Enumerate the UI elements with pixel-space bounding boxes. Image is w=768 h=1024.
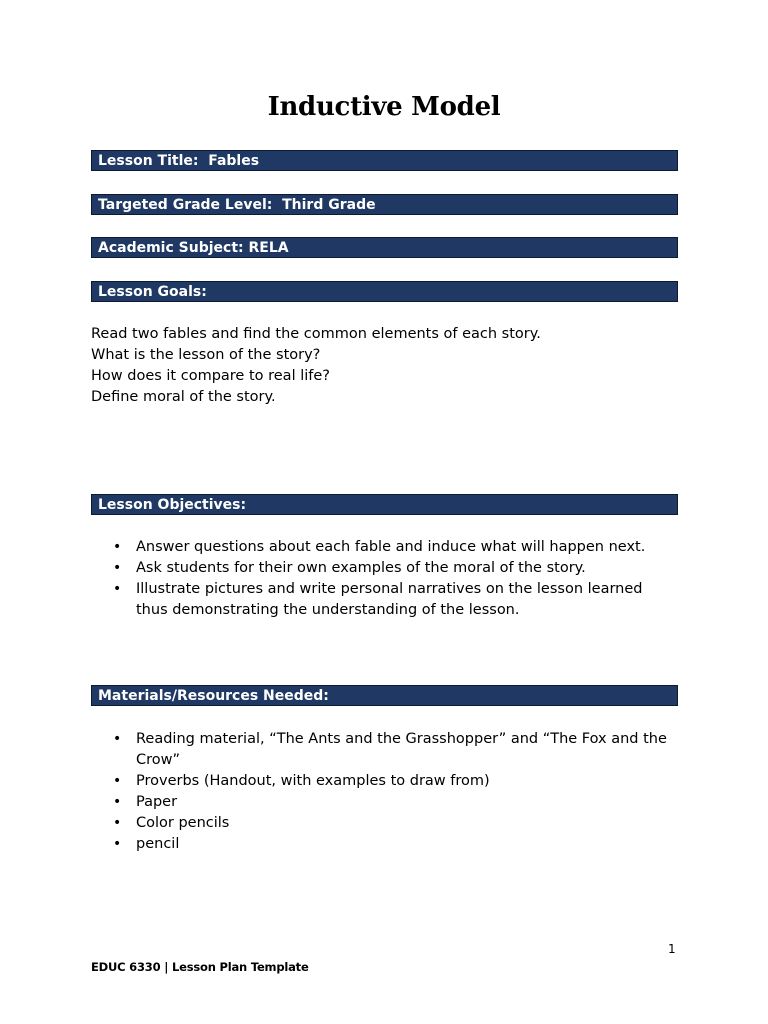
materials-header-bar: Materials/Resources Needed: [91, 685, 678, 706]
list-item: • pencil [91, 834, 676, 855]
bullet-icon: • [113, 836, 122, 852]
page-footer: EDUC 6330 | Lesson Plan Template [91, 960, 309, 974]
bullet-icon: • [113, 539, 122, 555]
bullet-icon: • [113, 773, 122, 789]
list-item: • Color pencils [91, 813, 676, 834]
bullet-icon: • [113, 794, 122, 810]
list-item: • Illustrate pictures and write personal narratives on the lesson learned thus demonstrating the understanding of the lesson. [113, 581, 643, 618]
bullet-icon: • [113, 560, 122, 576]
goal-line: Read two fables and find the common elements of each story. [91, 326, 541, 342]
list-item: • Reading material, “The Ants and the Grasshopper” and “The Fox and the Crow” [113, 731, 667, 768]
objectives-header-bar: Lesson Objectives: [91, 494, 678, 515]
subject-bar: Academic Subject: RELA [91, 237, 678, 258]
goals-paragraph [91, 324, 541, 408]
lesson-title-bar: Lesson Title: Fables [91, 150, 678, 171]
list-item: • Proverbs (Handout, with examples to draw from) [91, 771, 676, 792]
bullet-icon: • [113, 581, 122, 597]
objectives-list [91, 537, 676, 621]
goal-line: What is the lesson of the story? [91, 347, 321, 363]
goal-line: Define moral of the story. [91, 389, 276, 405]
document-title: Inductive Model [267, 92, 501, 122]
bullet-icon: • [113, 731, 122, 747]
goals-header-bar: Lesson Goals: [91, 281, 678, 302]
bullet-icon: • [113, 815, 122, 831]
list-item: • Paper [91, 792, 676, 813]
list-item: • Answer questions about each fable and induce what will happen next. [91, 537, 676, 558]
page-number: 1 [668, 942, 676, 956]
list-item: • Ask students for their own examples of the moral of the story. [91, 558, 676, 579]
materials-list [91, 729, 676, 855]
goal-line: How does it compare to real life? [91, 368, 330, 384]
grade-level-bar: Targeted Grade Level: Third Grade [91, 194, 678, 215]
